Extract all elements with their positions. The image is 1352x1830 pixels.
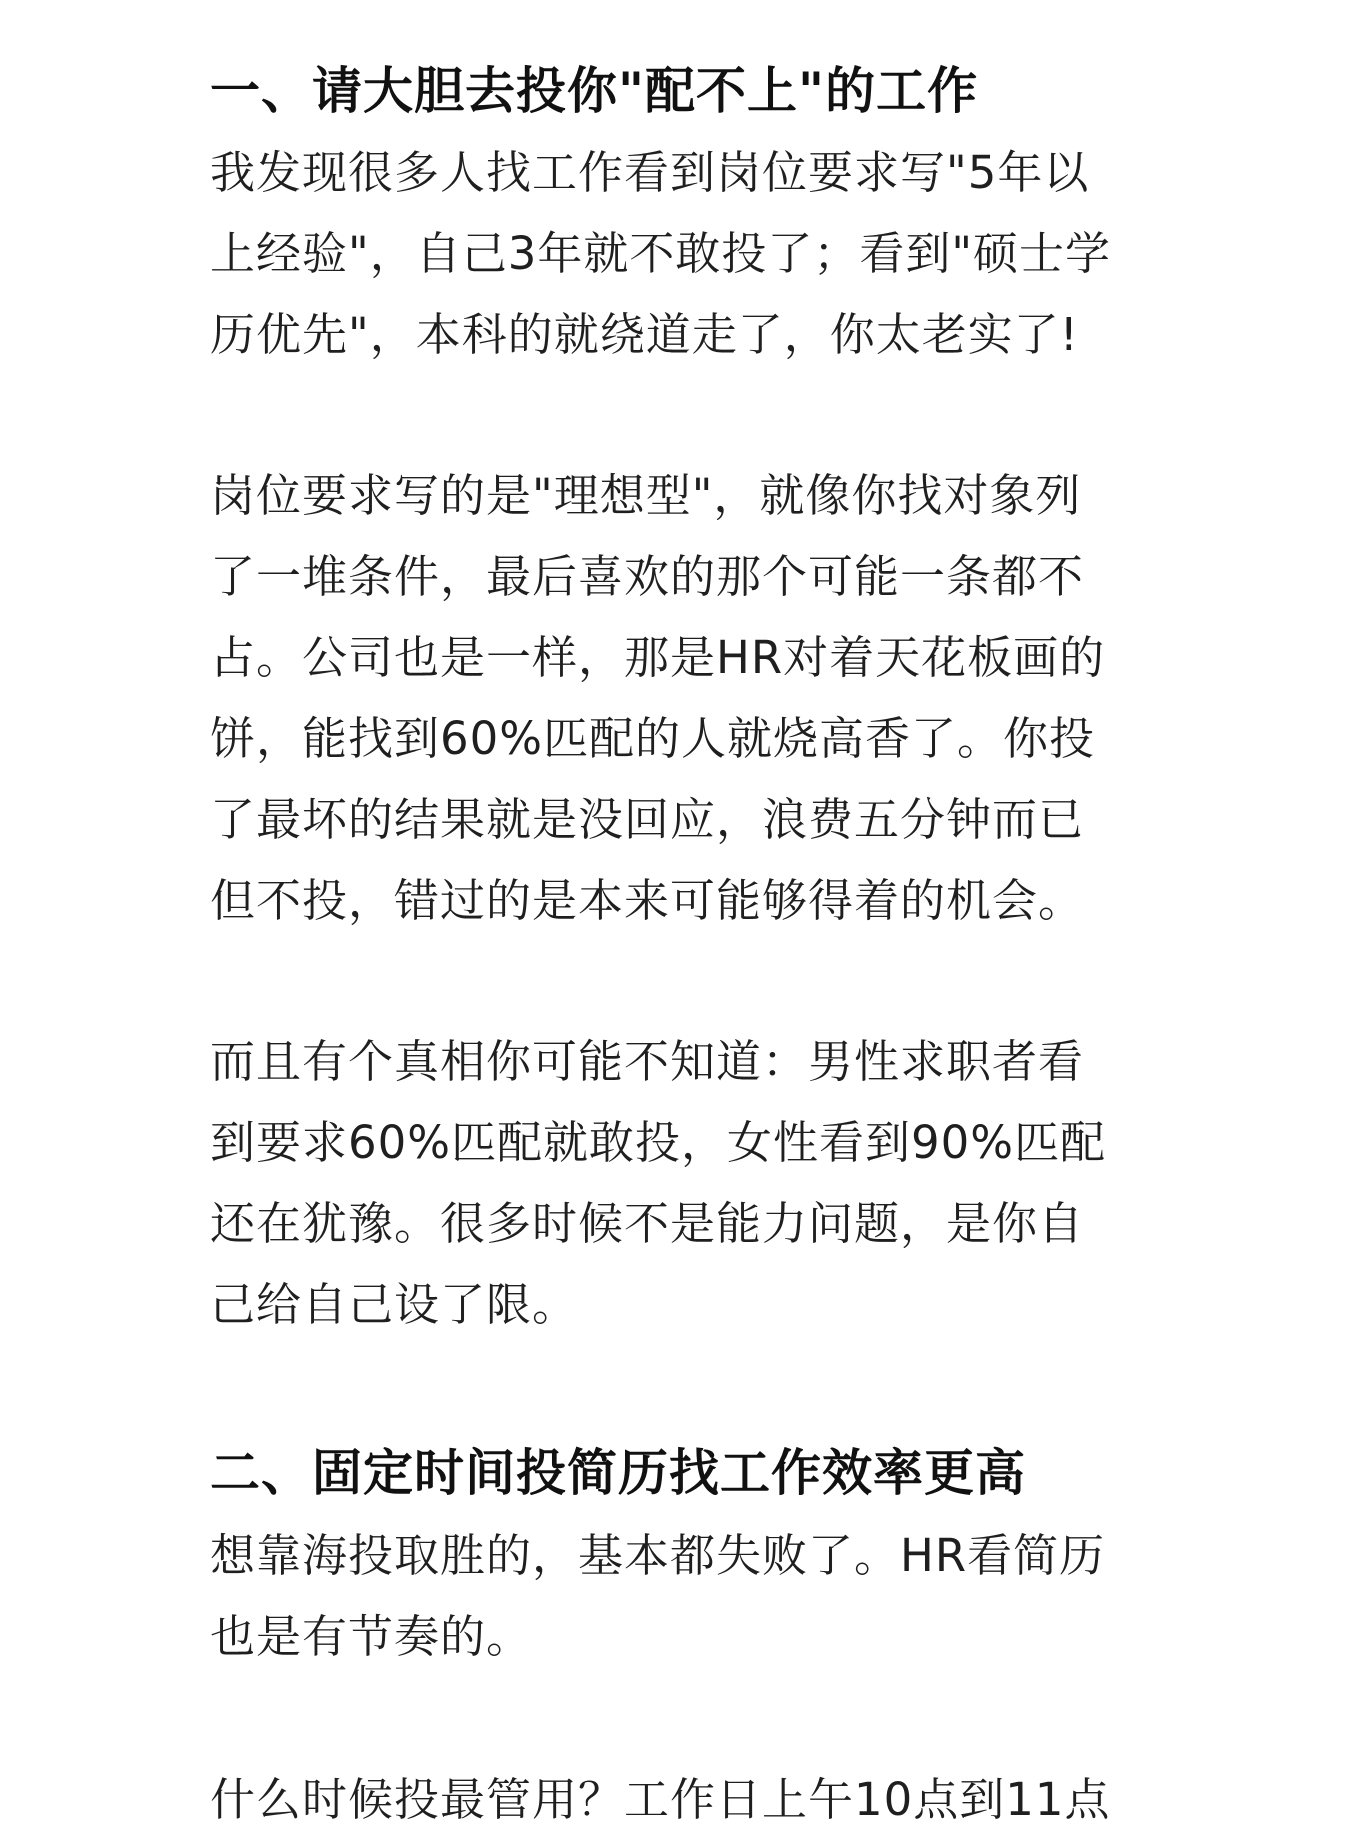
- paragraph-line: 上经验"，自己3年就不敢投了；看到"硕士学: [210, 227, 1112, 280]
- paragraph-line: 饼，能找到60%匹配的人就烧高香了。你投: [210, 712, 1096, 765]
- paragraph-line-cutoff: 什么时候投最管用？工作日上午10点到11点: [210, 1773, 1111, 1826]
- paragraph-line: 了一堆条件，最后喜欢的那个可能一条都不: [210, 550, 1085, 603]
- paragraph-line: 想靠海投取胜的，基本都失败了。HR看简历: [210, 1529, 1106, 1582]
- paragraph-line: 到要求60%匹配就敢投，女性看到90%匹配: [210, 1116, 1107, 1169]
- paragraph-line: 了最坏的结果就是没回应，浪费五分钟而已: [210, 793, 1085, 846]
- paragraph-line: 历优先"，本科的就绕道走了，你太老实了!: [210, 308, 1079, 361]
- paragraph-line: 己给自己设了限。: [210, 1278, 579, 1331]
- paragraph-line: 占。公司也是一样，那是HR对着天花板画的: [210, 631, 1106, 684]
- paragraph-line: 还在犹豫。很多时候不是能力问题，是你自: [210, 1197, 1085, 1250]
- paragraph-line: 也是有节奏的。: [210, 1610, 533, 1663]
- paragraph-line: 我发现很多人找工作看到岗位要求写"5年以: [210, 146, 1090, 199]
- section1-heading: 一、请大胆去投你"配不上"的工作: [210, 62, 979, 120]
- paragraph-line: 而且有个真相你可能不知道：男性求职者看: [210, 1035, 1085, 1088]
- paragraph-line: 但不投，错过的是本来可能够得着的机会。: [210, 874, 1085, 927]
- paragraph-line: 岗位要求写的是"理想型"，就像你找对象列: [210, 469, 1082, 522]
- section2-heading: 二、固定时间投简历找工作效率更高: [210, 1444, 1026, 1502]
